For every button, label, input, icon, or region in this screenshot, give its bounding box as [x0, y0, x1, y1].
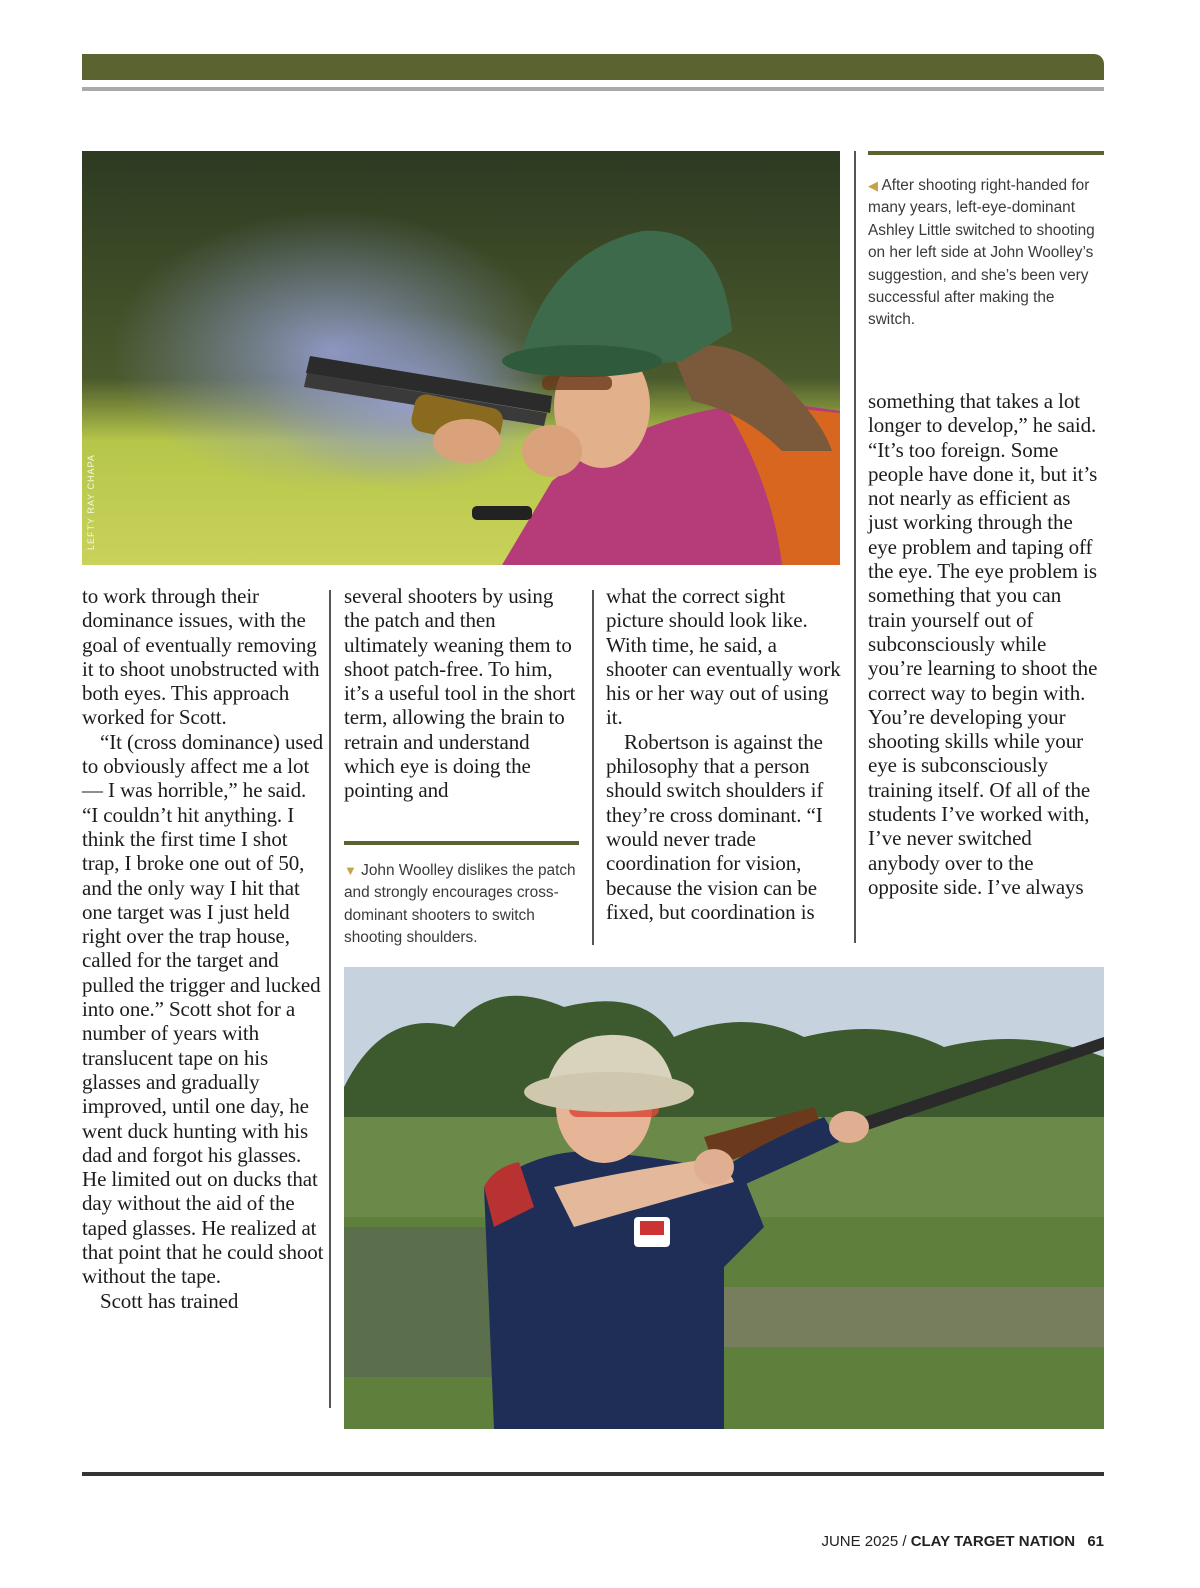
issue-date: JUNE 2025 / — [821, 1533, 907, 1550]
article-column-1 — [82, 584, 327, 1313]
paragraph: Scott has trained — [100, 1288, 239, 1313]
page-footer — [821, 1533, 1104, 1550]
caption-rule — [344, 841, 579, 845]
caption-text: John Woolley dislikes the patch and strongly encourages cross-dominant shooters to switch shooting shoulders. — [344, 862, 576, 947]
article-column-4 — [868, 389, 1104, 899]
magazine-title: CLAY TARGET NATION — [910, 1533, 1076, 1550]
paragraph: to work through their dominance issues, with the goal of eventually removing it to shoot unobstructed with both eyes. This approach worked for Scott. — [82, 584, 320, 730]
footer-rule — [82, 1472, 1104, 1476]
paragraph: “It (cross dominance) used to obviously affect me a lot — I was horrible,” he said. “I couldn’t hit anything. I think the first time I shot trap, I broke one out of 50, and the only way I hit that one target was I just held right over the trap house, called for the target and pulled the trigger and lucked into one.” Scott shot for a number of years with translucent tape on his glasses and gradually improved, until one day, he went duck hunting with his dad and forgot his glasses. He limited out on ducks that day without the aid of the taped glasses. He realized at that point that he could shoot without the tape. — [82, 729, 324, 1289]
paragraph: Robertson is against the philosophy that a person should switch shoulders if they’re cross dominant. “I would never trade coordination for vision, because the vision can be fixed, but coordination is — [606, 729, 824, 924]
header-accent-bar — [82, 54, 1104, 80]
column-divider — [592, 590, 594, 945]
paragraph: something that takes a lot longer to develop,” he said. “It’s too foreign. Some people have done it, but it’s not nearly as efficient as just working through the eye problem and taping off the eye. The eye problem is something that you can train yourself out of subconsciously while you’re learning to shoot the correct way to begin with. You’re developing your shooting skills while your eye is subconsciously training itself. Of all of the students I’ve worked with, I’ve never switched anybody over to the opposite side. I’ve always — [868, 389, 1098, 899]
caption-rule — [868, 151, 1104, 155]
column-divider — [329, 590, 331, 1408]
photo-john-woolley — [344, 967, 1104, 1429]
article-column-2 — [344, 584, 582, 803]
header-rule — [82, 87, 1104, 91]
column-divider — [854, 151, 856, 943]
photo-john-woolley-illustration — [344, 967, 1104, 1429]
down-arrow-icon: ▼ — [344, 863, 357, 878]
caption-text: After shooting right-handed for many years, left-eye-dominant Ashley Little switched to shooting on her left side at John Woolley’s suggestion, and she’s been very successful after making the switch. — [868, 177, 1095, 329]
paragraph: what the correct sight picture should look like. With time, he said, a shooter can eventually work his or her way out of using it. — [606, 584, 841, 730]
photo-caption-ashley — [868, 175, 1104, 332]
article-column-3 — [606, 584, 842, 924]
photo-ashley-little — [82, 151, 840, 565]
paragraph: several shooters by using the patch and then ultimately weaning them to shoot patch-free. To him, it’s a useful tool in the short term, allowing the brain to retrain and understand which eye is doing the pointing and — [344, 584, 576, 803]
left-arrow-icon: ◀ — [868, 178, 878, 193]
page-number: 61 — [1087, 1533, 1104, 1550]
photo-ashley-little-illustration — [82, 151, 840, 565]
photo-caption-woolley — [344, 860, 582, 950]
photo-credit: LEFTY RAY CHAPA — [86, 454, 96, 550]
